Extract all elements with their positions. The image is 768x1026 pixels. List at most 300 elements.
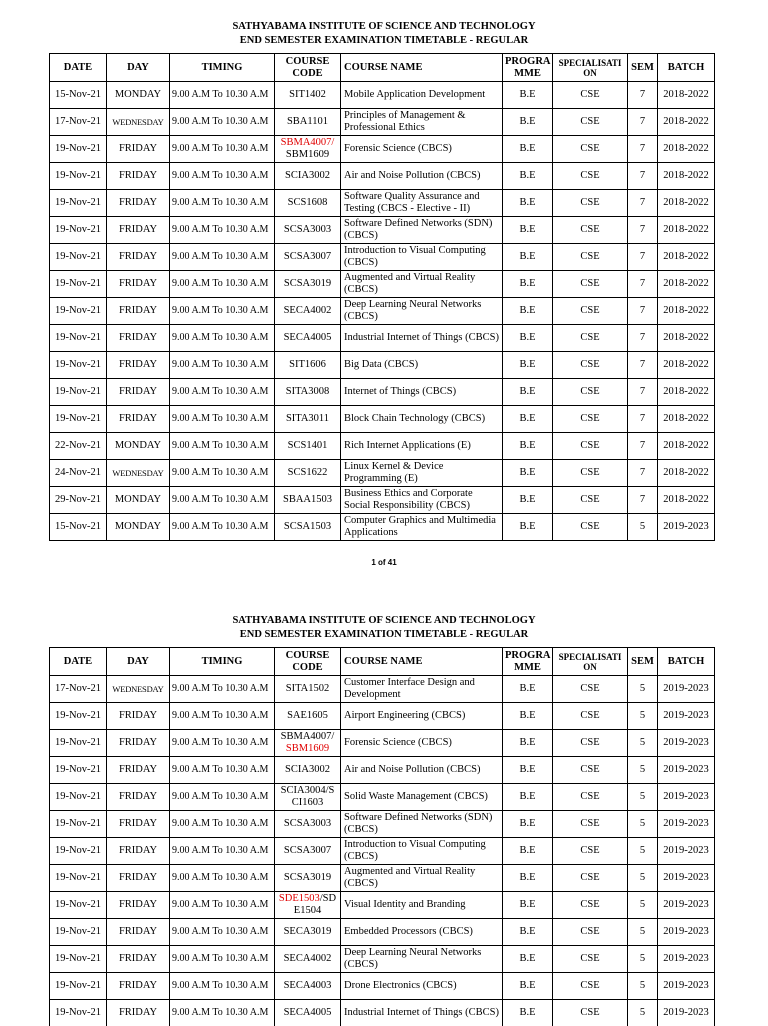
cell-programme: B.E: [503, 433, 553, 460]
cell-course-name: Linux Kernel & Device Programming (E): [341, 460, 503, 487]
cell-specialisation: CSE: [553, 865, 628, 892]
table-row: [50, 838, 715, 865]
cell-batch: 2018-2022: [658, 406, 715, 433]
timetable-table: [49, 53, 715, 541]
cell-timing: 9.00 A.M To 10.30 A.M: [170, 838, 275, 865]
cell-specialisation: CSE: [553, 514, 628, 541]
cell-sem: 5: [628, 757, 658, 784]
cell-sem: 5: [628, 730, 658, 757]
col-header-timing: TIMING: [170, 54, 275, 82]
cell-day: FRIDAY: [107, 919, 170, 946]
cell-date: 19-Nov-21: [50, 865, 107, 892]
cell-batch: 2018-2022: [658, 379, 715, 406]
cell-date: 19-Nov-21: [50, 244, 107, 271]
cell-programme: B.E: [503, 730, 553, 757]
cell-day: FRIDAY: [107, 190, 170, 217]
cell-specialisation: CSE: [553, 352, 628, 379]
cell-specialisation: CSE: [553, 190, 628, 217]
cell-course-name: Deep Learning Neural Networks (CBCS): [341, 946, 503, 973]
cell-timing: 9.00 A.M To 10.30 A.M: [170, 460, 275, 487]
cell-programme: B.E: [503, 757, 553, 784]
cell-day: FRIDAY: [107, 784, 170, 811]
cell-day: FRIDAY: [107, 946, 170, 973]
table-row: [50, 730, 715, 757]
cell-sem: 7: [628, 271, 658, 298]
table-row: [50, 298, 715, 325]
cell-date: 19-Nov-21: [50, 946, 107, 973]
timetable-page-2: [0, 594, 768, 642]
course-code-part: SECA4002: [284, 305, 332, 316]
cell-programme: B.E: [503, 271, 553, 298]
cell-date: 17-Nov-21: [50, 109, 107, 136]
col-header-date: DATE: [50, 54, 107, 82]
table-row: [50, 244, 715, 271]
cell-specialisation: CSE: [553, 163, 628, 190]
cell-timing: 9.00 A.M To 10.30 A.M: [170, 730, 275, 757]
cell-date: 19-Nov-21: [50, 325, 107, 352]
cell-sem: 5: [628, 676, 658, 703]
cell-programme: B.E: [503, 838, 553, 865]
cell-timing: 9.00 A.M To 10.30 A.M: [170, 82, 275, 109]
cell-course-code: [275, 352, 341, 379]
cell-specialisation: CSE: [553, 379, 628, 406]
cell-programme: B.E: [503, 973, 553, 1000]
cell-date: 19-Nov-21: [50, 973, 107, 1000]
cell-specialisation: CSE: [553, 811, 628, 838]
col-header-programme: PROGRA MME: [503, 648, 553, 676]
cell-sem: 7: [628, 82, 658, 109]
cell-course-code: [275, 838, 341, 865]
course-code-part: CI1603: [292, 797, 324, 808]
institute-title: SATHYABAMA INSTITUTE OF SCIENCE AND TECHNOLOGY: [0, 614, 768, 628]
table-row: [50, 1000, 715, 1026]
cell-date: 19-Nov-21: [50, 163, 107, 190]
course-code-part: SCS1622: [288, 467, 328, 478]
table-body: [50, 82, 715, 541]
cell-batch: 2018-2022: [658, 325, 715, 352]
cell-course-name: Business Ethics and Corporate Social Responsibility (CBCS): [341, 487, 503, 514]
col-header-day: DAY: [107, 648, 170, 676]
cell-batch: 2018-2022: [658, 217, 715, 244]
cell-date: 19-Nov-21: [50, 298, 107, 325]
cell-course-name: Augmented and Virtual Reality (CBCS): [341, 865, 503, 892]
cell-batch: 2018-2022: [658, 244, 715, 271]
col-header-day: DAY: [107, 54, 170, 82]
cell-batch: 2019-2023: [658, 973, 715, 1000]
course-code-part: SBMA4007/: [281, 731, 335, 742]
cell-specialisation: CSE: [553, 919, 628, 946]
cell-course-code: [275, 676, 341, 703]
cell-timing: 9.00 A.M To 10.30 A.M: [170, 487, 275, 514]
cell-day: WEDNESDAY: [107, 676, 170, 703]
table-row: [50, 190, 715, 217]
cell-date: 19-Nov-21: [50, 190, 107, 217]
cell-batch: 2019-2023: [658, 676, 715, 703]
cell-batch: 2019-2023: [658, 1000, 715, 1026]
cell-course-code: [275, 190, 341, 217]
course-code-part: SCS1401: [288, 440, 328, 451]
cell-course-code: [275, 109, 341, 136]
col-header-specialisation: SPECIALISATI ON: [553, 54, 628, 82]
cell-programme: B.E: [503, 811, 553, 838]
cell-batch: 2019-2023: [658, 811, 715, 838]
cell-sem: 5: [628, 946, 658, 973]
cell-timing: 9.00 A.M To 10.30 A.M: [170, 676, 275, 703]
cell-timing: 9.00 A.M To 10.30 A.M: [170, 1000, 275, 1026]
cell-sem: 5: [628, 838, 658, 865]
course-code-part: SDE1503: [279, 893, 320, 904]
cell-timing: 9.00 A.M To 10.30 A.M: [170, 109, 275, 136]
table-row: [50, 325, 715, 352]
course-code-part: SCSA3003: [284, 818, 331, 829]
cell-sem: 7: [628, 163, 658, 190]
cell-date: 19-Nov-21: [50, 730, 107, 757]
cell-day: FRIDAY: [107, 244, 170, 271]
course-code-part: E1504: [294, 905, 321, 916]
cell-course-code: [275, 217, 341, 244]
cell-sem: 5: [628, 919, 658, 946]
cell-course-code: [275, 163, 341, 190]
cell-course-name: Software Quality Assurance and Testing (CBCS - Elective - II): [341, 190, 503, 217]
cell-course-name: Industrial Internet of Things (CBCS): [341, 325, 503, 352]
cell-date: 22-Nov-21: [50, 433, 107, 460]
cell-timing: 9.00 A.M To 10.30 A.M: [170, 865, 275, 892]
cell-date: 15-Nov-21: [50, 514, 107, 541]
cell-timing: 9.00 A.M To 10.30 A.M: [170, 352, 275, 379]
col-header-course-name: COURSE NAME: [341, 648, 503, 676]
cell-date: 15-Nov-21: [50, 82, 107, 109]
course-code-part: SITA3011: [286, 413, 329, 424]
cell-batch: 2018-2022: [658, 136, 715, 163]
cell-batch: 2018-2022: [658, 433, 715, 460]
course-code-part: /SD: [320, 893, 336, 904]
cell-programme: B.E: [503, 325, 553, 352]
table-row: [50, 784, 715, 811]
cell-date: 19-Nov-21: [50, 892, 107, 919]
table-body: [50, 676, 715, 1026]
course-code-part: SCSA3003: [284, 224, 331, 235]
cell-specialisation: CSE: [553, 784, 628, 811]
cell-date: 19-Nov-21: [50, 1000, 107, 1026]
cell-programme: B.E: [503, 379, 553, 406]
col-header-sem: SEM: [628, 54, 658, 82]
cell-batch: 2018-2022: [658, 82, 715, 109]
cell-programme: B.E: [503, 703, 553, 730]
table-row: [50, 217, 715, 244]
cell-batch: 2019-2023: [658, 838, 715, 865]
cell-course-name: Customer Interface Design and Development: [341, 676, 503, 703]
cell-batch: 2018-2022: [658, 163, 715, 190]
cell-batch: 2018-2022: [658, 109, 715, 136]
cell-specialisation: CSE: [553, 973, 628, 1000]
cell-course-code: [275, 379, 341, 406]
cell-date: 19-Nov-21: [50, 136, 107, 163]
cell-batch: 2019-2023: [658, 703, 715, 730]
cell-day: FRIDAY: [107, 757, 170, 784]
cell-course-name: Software Defined Networks (SDN) (CBCS): [341, 217, 503, 244]
course-code-part: SCIA3002: [285, 764, 330, 775]
cell-timing: 9.00 A.M To 10.30 A.M: [170, 514, 275, 541]
cell-day: FRIDAY: [107, 973, 170, 1000]
cell-specialisation: CSE: [553, 703, 628, 730]
cell-specialisation: CSE: [553, 460, 628, 487]
page-number: 1 of 41: [0, 558, 768, 567]
cell-course-code: [275, 298, 341, 325]
course-code-part: SCSA3007: [284, 251, 331, 262]
cell-day: MONDAY: [107, 514, 170, 541]
cell-timing: 9.00 A.M To 10.30 A.M: [170, 892, 275, 919]
cell-date: 17-Nov-21: [50, 676, 107, 703]
cell-day: FRIDAY: [107, 703, 170, 730]
cell-programme: B.E: [503, 136, 553, 163]
table-row: [50, 136, 715, 163]
cell-timing: 9.00 A.M To 10.30 A.M: [170, 946, 275, 973]
cell-programme: B.E: [503, 298, 553, 325]
table-row: [50, 271, 715, 298]
cell-batch: 2019-2023: [658, 757, 715, 784]
cell-course-name: Airport Engineering (CBCS): [341, 703, 503, 730]
course-code-part: SCIA3002: [285, 170, 330, 181]
cell-batch: 2019-2023: [658, 946, 715, 973]
cell-day: FRIDAY: [107, 892, 170, 919]
cell-date: 19-Nov-21: [50, 757, 107, 784]
col-header-sem: SEM: [628, 648, 658, 676]
cell-programme: B.E: [503, 163, 553, 190]
course-code-part: SBAA1503: [283, 494, 332, 505]
cell-sem: 5: [628, 811, 658, 838]
cell-date: 19-Nov-21: [50, 217, 107, 244]
table-row: [50, 892, 715, 919]
col-header-date: DATE: [50, 648, 107, 676]
cell-batch: 2018-2022: [658, 190, 715, 217]
cell-batch: 2019-2023: [658, 919, 715, 946]
table-row: [50, 811, 715, 838]
cell-day: FRIDAY: [107, 163, 170, 190]
cell-course-name: Software Defined Networks (SDN) (CBCS): [341, 811, 503, 838]
cell-course-code: [275, 946, 341, 973]
cell-programme: B.E: [503, 352, 553, 379]
cell-timing: 9.00 A.M To 10.30 A.M: [170, 163, 275, 190]
cell-day: MONDAY: [107, 82, 170, 109]
cell-course-code: [275, 757, 341, 784]
cell-sem: 7: [628, 352, 658, 379]
cell-programme: B.E: [503, 865, 553, 892]
cell-timing: 9.00 A.M To 10.30 A.M: [170, 271, 275, 298]
cell-course-name: Visual Identity and Branding: [341, 892, 503, 919]
cell-programme: B.E: [503, 244, 553, 271]
course-code-part: SITA3008: [286, 386, 330, 397]
course-code-part: SBMA4007/: [281, 137, 335, 148]
cell-specialisation: CSE: [553, 298, 628, 325]
cell-specialisation: CSE: [553, 1000, 628, 1026]
cell-day: FRIDAY: [107, 1000, 170, 1026]
cell-course-code: [275, 892, 341, 919]
cell-programme: B.E: [503, 190, 553, 217]
cell-programme: B.E: [503, 514, 553, 541]
cell-course-name: Block Chain Technology (CBCS): [341, 406, 503, 433]
cell-specialisation: CSE: [553, 136, 628, 163]
cell-course-code: [275, 703, 341, 730]
cell-batch: 2019-2023: [658, 865, 715, 892]
cell-batch: 2019-2023: [658, 892, 715, 919]
cell-batch: 2018-2022: [658, 460, 715, 487]
cell-date: 24-Nov-21: [50, 460, 107, 487]
cell-programme: B.E: [503, 676, 553, 703]
table-row: [50, 973, 715, 1000]
cell-specialisation: CSE: [553, 271, 628, 298]
cell-course-code: [275, 244, 341, 271]
table-row: [50, 946, 715, 973]
table-row: [50, 379, 715, 406]
cell-course-code: [275, 919, 341, 946]
cell-sem: 5: [628, 703, 658, 730]
course-code-part: SIT1606: [289, 359, 326, 370]
col-header-course-code: COURSE CODE: [275, 54, 341, 82]
table-row: [50, 487, 715, 514]
cell-specialisation: CSE: [553, 892, 628, 919]
cell-specialisation: CSE: [553, 838, 628, 865]
cell-day: FRIDAY: [107, 865, 170, 892]
cell-course-code: [275, 487, 341, 514]
table-row: [50, 460, 715, 487]
table-row: [50, 406, 715, 433]
col-header-programme: PROGRA MME: [503, 54, 553, 82]
cell-specialisation: CSE: [553, 433, 628, 460]
cell-sem: 7: [628, 190, 658, 217]
cell-course-name: Internet of Things (CBCS): [341, 379, 503, 406]
cell-date: 19-Nov-21: [50, 811, 107, 838]
cell-course-name: Rich Internet Applications (E): [341, 433, 503, 460]
col-header-timing: TIMING: [170, 648, 275, 676]
cell-day: FRIDAY: [107, 406, 170, 433]
cell-timing: 9.00 A.M To 10.30 A.M: [170, 406, 275, 433]
cell-course-name: Industrial Internet of Things (CBCS): [341, 1000, 503, 1026]
timetable-page-1: [0, 0, 768, 48]
cell-sem: 5: [628, 865, 658, 892]
course-code-part: SECA3019: [284, 926, 332, 937]
cell-course-name: Solid Waste Management (CBCS): [341, 784, 503, 811]
cell-date: 19-Nov-21: [50, 406, 107, 433]
course-code-part: SCS1608: [288, 197, 328, 208]
cell-timing: 9.00 A.M To 10.30 A.M: [170, 379, 275, 406]
cell-timing: 9.00 A.M To 10.30 A.M: [170, 703, 275, 730]
table-row: [50, 433, 715, 460]
cell-specialisation: CSE: [553, 730, 628, 757]
institute-title: SATHYABAMA INSTITUTE OF SCIENCE AND TECHNOLOGY: [0, 20, 768, 34]
table-row: [50, 352, 715, 379]
cell-timing: 9.00 A.M To 10.30 A.M: [170, 244, 275, 271]
course-code-part: SCSA3019: [284, 872, 331, 883]
page-header: [0, 594, 768, 642]
course-code-part: SECA4003: [284, 980, 332, 991]
cell-day: FRIDAY: [107, 811, 170, 838]
table-row: [50, 514, 715, 541]
col-header-batch: BATCH: [658, 648, 715, 676]
cell-sem: 5: [628, 973, 658, 1000]
cell-date: 19-Nov-21: [50, 919, 107, 946]
cell-day: FRIDAY: [107, 838, 170, 865]
col-header-specialisation: SPECIALISATI ON: [553, 648, 628, 676]
cell-specialisation: CSE: [553, 82, 628, 109]
cell-programme: B.E: [503, 406, 553, 433]
cell-date: 19-Nov-21: [50, 352, 107, 379]
cell-specialisation: CSE: [553, 676, 628, 703]
cell-course-code: [275, 1000, 341, 1026]
cell-sem: 7: [628, 109, 658, 136]
cell-course-name: Introduction to Visual Computing (CBCS): [341, 838, 503, 865]
cell-specialisation: CSE: [553, 217, 628, 244]
cell-sem: 7: [628, 298, 658, 325]
cell-batch: 2018-2022: [658, 487, 715, 514]
cell-timing: 9.00 A.M To 10.30 A.M: [170, 784, 275, 811]
cell-course-code: [275, 325, 341, 352]
course-code-part: SAE1605: [287, 710, 328, 721]
cell-batch: 2019-2023: [658, 784, 715, 811]
cell-programme: B.E: [503, 217, 553, 244]
cell-course-name: Embedded Processors (CBCS): [341, 919, 503, 946]
course-code-part: SBA1101: [287, 116, 328, 127]
cell-programme: B.E: [503, 892, 553, 919]
cell-date: 19-Nov-21: [50, 784, 107, 811]
cell-timing: 9.00 A.M To 10.30 A.M: [170, 136, 275, 163]
course-code-part: SIT1402: [289, 89, 326, 100]
cell-sem: 5: [628, 892, 658, 919]
table-row: [50, 865, 715, 892]
cell-timing: 9.00 A.M To 10.30 A.M: [170, 973, 275, 1000]
cell-timing: 9.00 A.M To 10.30 A.M: [170, 217, 275, 244]
cell-programme: B.E: [503, 919, 553, 946]
table-row: [50, 109, 715, 136]
cell-specialisation: CSE: [553, 946, 628, 973]
cell-course-name: Introduction to Visual Computing (CBCS): [341, 244, 503, 271]
cell-course-name: Air and Noise Pollution (CBCS): [341, 757, 503, 784]
table-header-row: [50, 54, 715, 82]
table-header-row: [50, 648, 715, 676]
cell-course-code: [275, 82, 341, 109]
table-row: [50, 163, 715, 190]
cell-programme: B.E: [503, 487, 553, 514]
course-code-part: SECA4005: [284, 1007, 332, 1018]
cell-date: 29-Nov-21: [50, 487, 107, 514]
col-header-course-name: COURSE NAME: [341, 54, 503, 82]
cell-course-name: Drone Electronics (CBCS): [341, 973, 503, 1000]
cell-course-code: [275, 973, 341, 1000]
cell-course-name: Augmented and Virtual Reality (CBCS): [341, 271, 503, 298]
course-code-part: SECA4002: [284, 953, 332, 964]
cell-sem: 7: [628, 487, 658, 514]
cell-course-name: Computer Graphics and Multimedia Applications: [341, 514, 503, 541]
cell-course-code: [275, 460, 341, 487]
course-code-part: SCSA3019: [284, 278, 331, 289]
cell-sem: 7: [628, 379, 658, 406]
col-header-course-code: COURSE CODE: [275, 648, 341, 676]
cell-course-code: [275, 865, 341, 892]
cell-day: WEDNESDAY: [107, 109, 170, 136]
cell-day: WEDNESDAY: [107, 460, 170, 487]
timetable-subtitle: END SEMESTER EXAMINATION TIMETABLE - REGULAR: [0, 628, 768, 642]
cell-date: 19-Nov-21: [50, 703, 107, 730]
cell-timing: 9.00 A.M To 10.30 A.M: [170, 190, 275, 217]
cell-batch: 2018-2022: [658, 352, 715, 379]
cell-specialisation: CSE: [553, 406, 628, 433]
cell-sem: 5: [628, 1000, 658, 1026]
col-header-batch: BATCH: [658, 54, 715, 82]
course-code-part: SECA4005: [284, 332, 332, 343]
cell-course-code: [275, 136, 341, 163]
course-code-part: SCSA3007: [284, 845, 331, 856]
course-code-part: SBM1609: [286, 743, 329, 754]
cell-day: MONDAY: [107, 487, 170, 514]
